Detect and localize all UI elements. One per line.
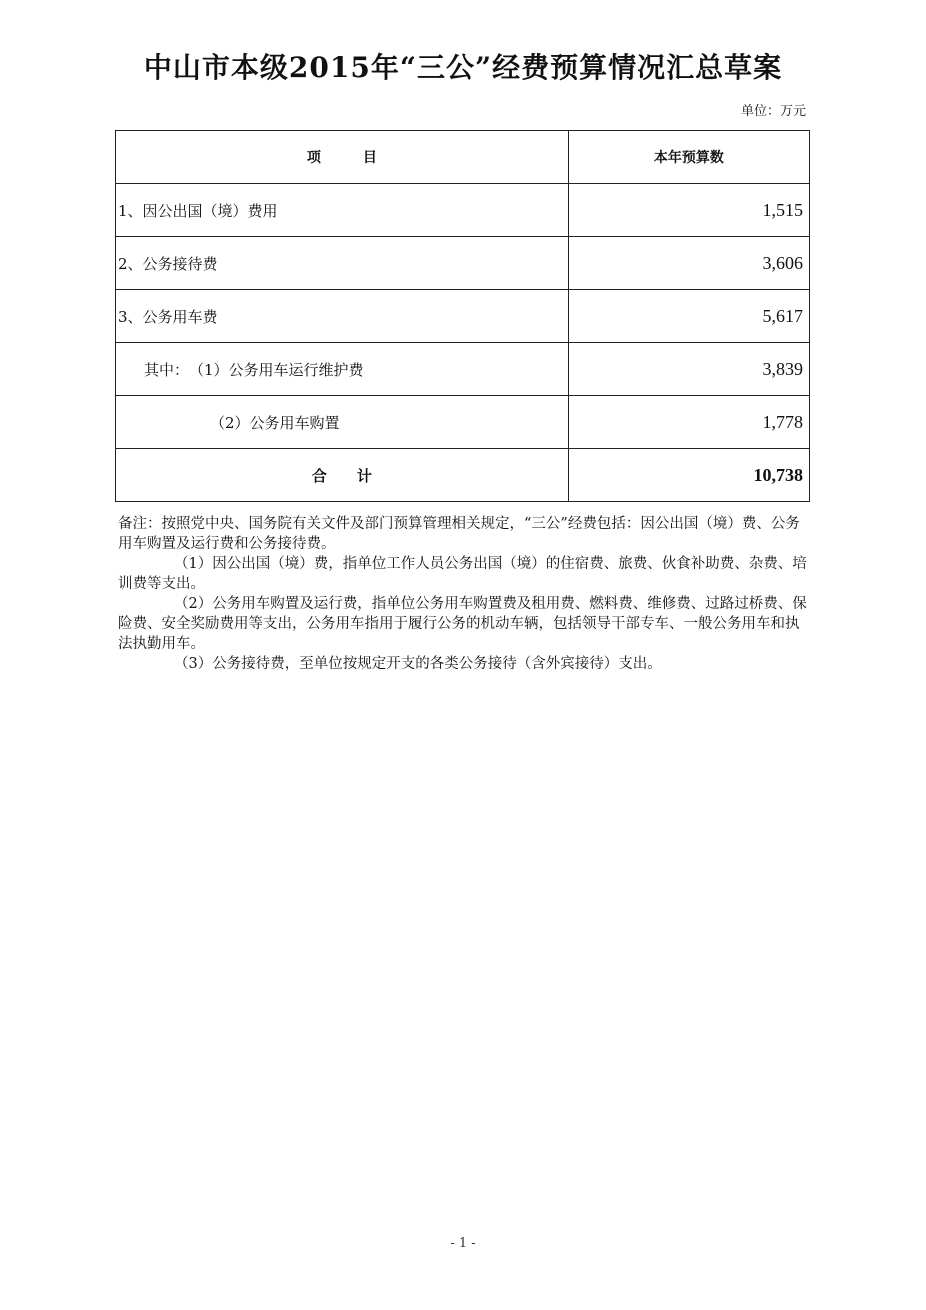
header-amount: 本年预算数 bbox=[568, 131, 809, 184]
table-total-row bbox=[116, 449, 810, 502]
row-value-vehicle: 5,617 bbox=[568, 290, 809, 343]
row-value-vehicle-purchase: 1,778 bbox=[568, 396, 809, 449]
row-label-reception: 2、公务接待费 bbox=[116, 237, 569, 290]
document-title: 中山市本级2015年“三公”经费预算情况汇总草案 bbox=[143, 51, 783, 84]
unit-label: 单位：万元 bbox=[740, 104, 806, 119]
row-label-vehicle: 3、公务用车费 bbox=[116, 290, 569, 343]
total-value: 10,738 bbox=[568, 449, 809, 502]
row-value-vehicle-maintenance: 3,839 bbox=[568, 343, 809, 396]
notes-section bbox=[118, 514, 808, 674]
header-item: 项 目 bbox=[116, 131, 569, 184]
row-label-vehicle-maintenance: 其中： （1）公务用车运行维护费 bbox=[116, 343, 569, 396]
note-intro: 备注：按照党中央、国务院有关文件及部门预算管理相关规定，“三公”经费包括：因公出国（境）费、公务用车购置及运行费和公务接待费。 bbox=[118, 516, 800, 552]
row-label-vehicle-purchase: （2）公务用车购置 bbox=[116, 396, 569, 449]
table-row bbox=[116, 237, 810, 290]
page-number: - 1 - bbox=[450, 1236, 476, 1251]
note-item-2: （2）公务用车购置及运行费，指单位公务用车购置费及租用费、燃料费、维修费、过路过桥费、保险费、安全奖励费用等支出，公务用车指用于履行公务的机动车辆，包括领导干部专车、一般公务用车和执法执勤用车。 bbox=[118, 596, 807, 652]
note-item-1: （1）因公出国（境）费，指单位工作人员公务出国（境）的住宿费、旅费、伙食补助费、杂费、培训费等支出。 bbox=[118, 556, 807, 592]
total-label: 合 计 bbox=[116, 449, 569, 502]
table-row bbox=[116, 396, 810, 449]
budget-table bbox=[115, 130, 810, 502]
table-row bbox=[116, 184, 810, 237]
table-row bbox=[116, 290, 810, 343]
row-value-overseas: 1,515 bbox=[568, 184, 809, 237]
table-row bbox=[116, 343, 810, 396]
note-item-3: （3）公务接待费，至单位按规定开支的各类公务接待（含外宾接待）支出。 bbox=[174, 656, 662, 672]
row-value-reception: 3,606 bbox=[568, 237, 809, 290]
table-header-row bbox=[116, 131, 810, 184]
row-label-overseas: 1、因公出国（境）费用 bbox=[116, 184, 569, 237]
